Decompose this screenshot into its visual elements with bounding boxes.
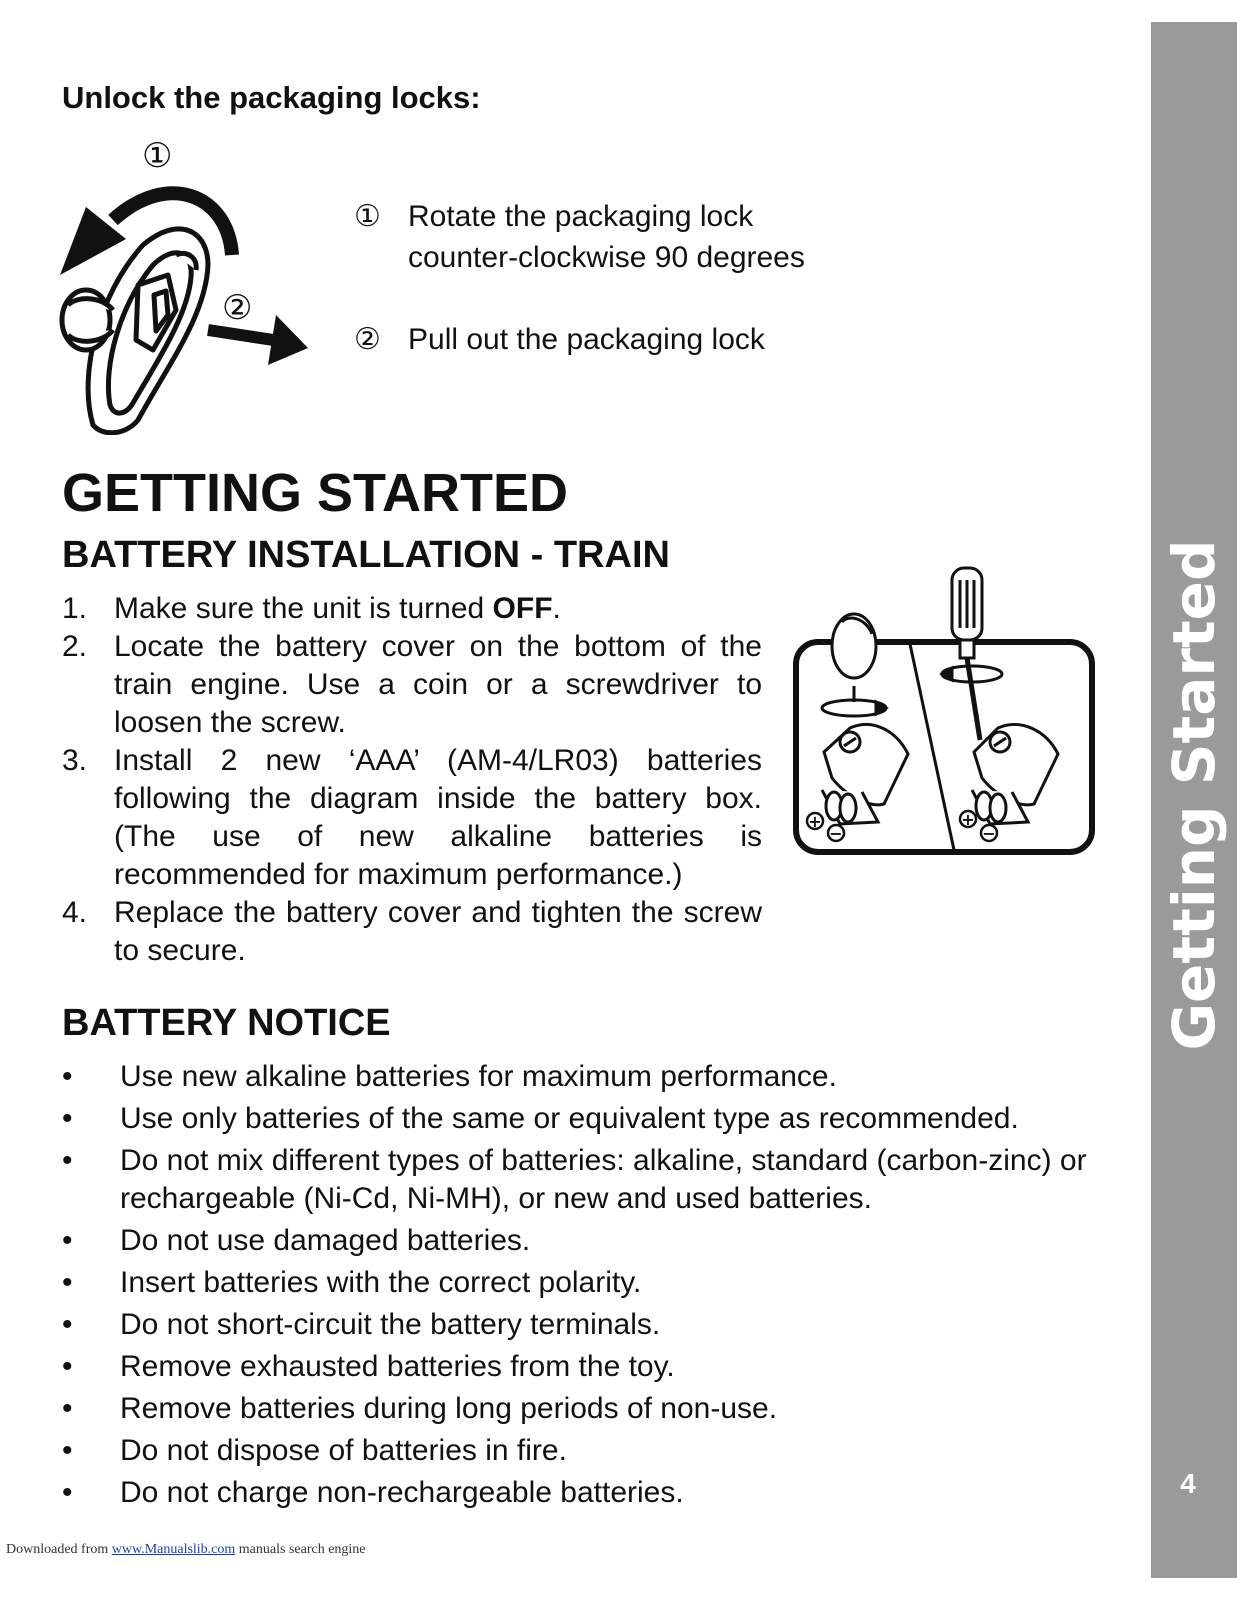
list-item: [62, 1474, 1112, 1512]
list-item: [62, 1264, 1112, 1302]
plus-symbol: +: [808, 812, 822, 831]
instruction-text-end: .: [552, 592, 561, 625]
bullet: •: [62, 1144, 73, 1177]
instruction-text: Make sure the unit is turned: [114, 592, 493, 625]
list-item: [62, 1390, 1112, 1428]
instruction-number: 3.: [62, 744, 88, 777]
battery-notice-heading: BATTERY NOTICE: [62, 1002, 391, 1044]
instruction-item: [62, 742, 762, 894]
download-footer: [6, 1542, 366, 1558]
list-item-text: Do not short-circuit the battery terminals.: [120, 1308, 661, 1341]
list-item: [62, 1100, 1112, 1138]
instruction-text: Install 2 new ‘AAA’ (AM-4/LR03) batteries following the diagram inside the battery box. (The use of new alkaline batteries is recommended for maximum performance.): [114, 744, 762, 891]
instruction-text: Locate the battery cover on the bottom of the train engine. Use a coin or a screwdriver to loosen the screw.: [114, 630, 762, 739]
list-item-text: Use only batteries of the same or equivalent type as recommended.: [120, 1102, 1019, 1135]
bullet: •: [62, 1476, 73, 1509]
bullet: •: [62, 1308, 73, 1341]
step-text-line2: counter-clockwise 90 degrees: [408, 241, 805, 274]
instruction-number: 2.: [62, 630, 88, 663]
instruction-item: [62, 628, 762, 742]
list-item: [62, 1432, 1112, 1470]
list-item: [62, 1222, 1112, 1260]
instruction-item: [62, 894, 762, 970]
bullet: •: [62, 1392, 73, 1425]
minus-symbol: −: [829, 824, 843, 843]
list-item-text: Remove exhausted batteries from the toy.: [120, 1350, 675, 1383]
instruction-text: Replace the battery cover and tighten the screw to secure.: [114, 896, 762, 967]
battery-installation-heading: BATTERY INSTALLATION - TRAIN: [62, 534, 670, 576]
instruction-item: [62, 590, 762, 628]
list-item-text: Use new alkaline batteries for maximum performance.: [120, 1060, 837, 1093]
bullet: •: [62, 1060, 73, 1093]
page-number: 4: [1180, 1468, 1196, 1499]
instruction-number: 4.: [62, 896, 88, 929]
bullet: •: [62, 1266, 73, 1299]
step-text-line1: Rotate the packaging lock: [408, 200, 754, 233]
minus-symbol: −: [982, 824, 996, 843]
battery-installation-illustration: [792, 562, 1098, 858]
battery-notice-list: [62, 1058, 1112, 1516]
figure-label-1: ①: [142, 136, 173, 176]
list-item-text: Insert batteries with the correct polarity.: [120, 1266, 642, 1299]
plus-symbol: +: [961, 810, 975, 829]
list-item-text: Remove batteries during long periods of non-use.: [120, 1392, 778, 1425]
battery-installation-steps: [62, 590, 762, 970]
instruction-number: 1.: [62, 592, 88, 625]
pull-arrow-shaft-icon: [208, 330, 280, 341]
coin-icon: [832, 614, 876, 678]
figure-label-2: ②: [222, 288, 253, 328]
step-number: ②: [354, 323, 381, 356]
list-item-text: Do not charge non-rechargeable batteries.: [120, 1476, 684, 1509]
bullet: •: [62, 1350, 73, 1383]
pull-arrowhead-icon: [268, 315, 308, 365]
bullet: •: [62, 1434, 73, 1467]
packaging-heading: Unlock the packaging locks:: [62, 80, 481, 115]
list-item-text: Do not use damaged batteries.: [120, 1224, 531, 1257]
bullet: •: [62, 1224, 73, 1257]
page-title: GETTING STARTED: [62, 463, 568, 523]
footer-prefix: Downloaded from: [6, 1542, 112, 1557]
step-number: ①: [354, 200, 381, 233]
bullet: •: [62, 1102, 73, 1135]
instruction-emphasis: OFF: [492, 592, 553, 625]
manualslib-link[interactable]: www.Manualslib.com: [111, 1542, 236, 1557]
list-item: [62, 1058, 1112, 1096]
list-item: [62, 1306, 1112, 1344]
step-text-line1: Pull out the packaging lock: [408, 323, 765, 356]
list-item-text: Do not dispose of batteries in fire.: [120, 1434, 567, 1467]
list-item: [62, 1348, 1112, 1386]
packaging-lock-illustration: [58, 135, 328, 435]
footer-suffix: manuals search engine: [235, 1542, 366, 1557]
list-item: [62, 1142, 1112, 1218]
list-item-text: Do not mix different types of batteries: alkaline, standard (carbon-zinc) or rechargeable (Ni-Cd, Ni-MH), or new and used batteries.: [120, 1144, 1087, 1215]
sidebar-title: Getting Started: [1160, 539, 1228, 1051]
